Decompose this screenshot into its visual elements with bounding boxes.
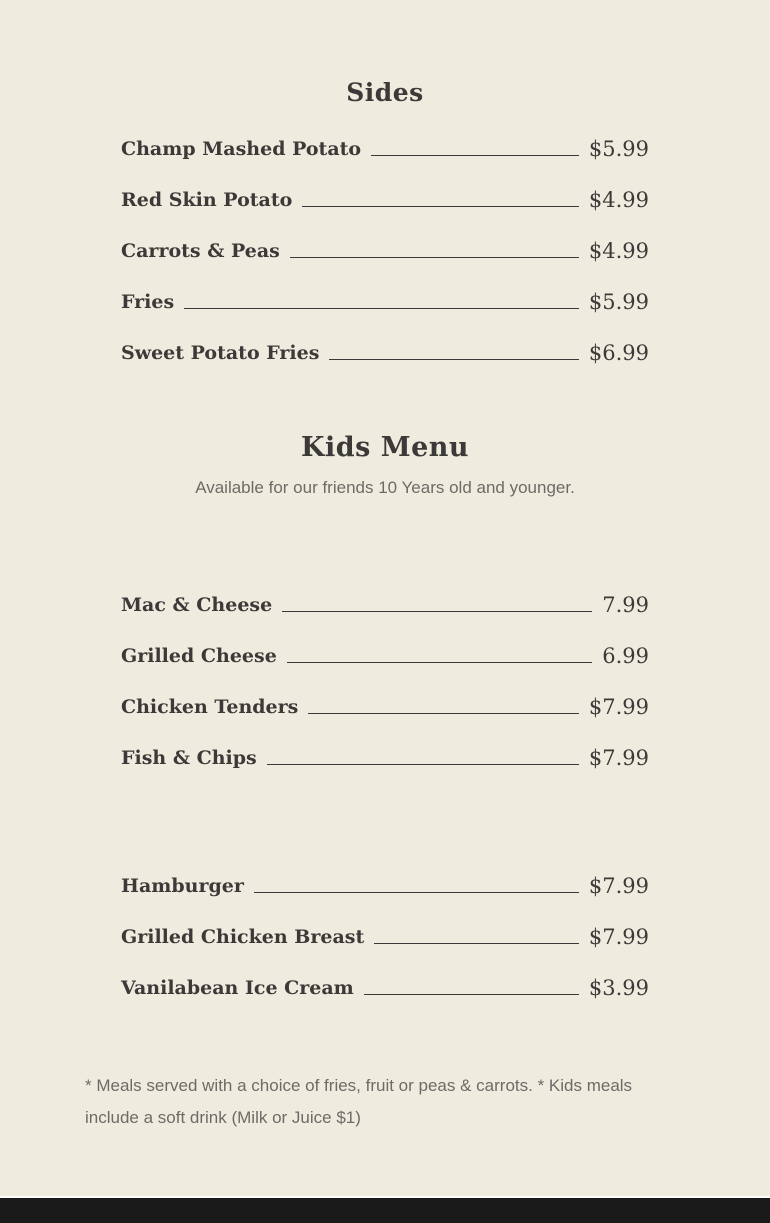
leader-line <box>290 256 579 258</box>
menu-item <box>121 235 649 263</box>
item-price: $5.99 <box>588 137 649 161</box>
item-price: $4.99 <box>588 188 649 212</box>
item-price: 6.99 <box>602 644 649 668</box>
leader-line <box>308 712 579 714</box>
item-name: Grilled Chicken Breast <box>121 926 365 948</box>
leader-line <box>287 661 592 663</box>
leader-line <box>364 993 579 995</box>
item-price: $7.99 <box>588 874 649 898</box>
sides-title: Sides <box>346 78 424 107</box>
item-name: Mac & Cheese <box>121 594 273 616</box>
leader-line <box>371 154 579 156</box>
item-name: Vanilabean Ice Cream <box>121 977 354 999</box>
item-name: Champ Mashed Potato <box>121 138 362 160</box>
bottom-bar <box>0 1196 770 1223</box>
kids-menu-note: Available for our friends 10 Years old and younger. <box>195 478 575 497</box>
item-name: Grilled Cheese <box>121 645 277 667</box>
item-name: Sweet Potato Fries <box>121 342 320 364</box>
item-name: Carrots & Peas <box>121 240 280 262</box>
leader-line <box>267 763 579 765</box>
item-name: Fish & Chips <box>121 747 257 769</box>
menu-item <box>121 286 649 314</box>
menu-item <box>121 337 649 365</box>
menu-item <box>121 640 649 668</box>
item-price: $7.99 <box>588 746 649 770</box>
leader-line <box>184 307 579 309</box>
leader-line <box>329 358 578 360</box>
item-name: Red Skin Potato <box>121 189 293 211</box>
item-price: $4.99 <box>588 239 649 263</box>
menu-item <box>121 742 649 770</box>
item-price: $6.99 <box>588 341 649 365</box>
item-name: Hamburger <box>121 875 244 897</box>
kids-menu-title: Kids Menu <box>300 432 470 463</box>
menu-item <box>121 589 649 617</box>
leader-line <box>282 610 592 612</box>
menu-item <box>121 691 649 719</box>
menu-item <box>121 870 649 898</box>
item-price: $7.99 <box>588 925 649 949</box>
item-name: Fries <box>121 291 175 313</box>
menu-item <box>121 921 649 949</box>
item-price: 7.99 <box>602 593 649 617</box>
leader-line <box>374 942 579 944</box>
leader-line <box>302 205 579 207</box>
item-name: Chicken Tenders <box>121 696 299 718</box>
menu-item <box>121 972 649 1000</box>
item-price: $7.99 <box>588 695 649 719</box>
menu-item <box>121 184 649 212</box>
menu-item <box>121 133 649 161</box>
item-price: $3.99 <box>588 976 649 1000</box>
kids-meal-footnote: * Meals served with a choice of fries, fruit or peas & carrots. * Kids meals include a soft drink (Milk or Juice $1) <box>85 1076 633 1127</box>
leader-line <box>254 891 579 893</box>
item-price: $5.99 <box>588 290 649 314</box>
